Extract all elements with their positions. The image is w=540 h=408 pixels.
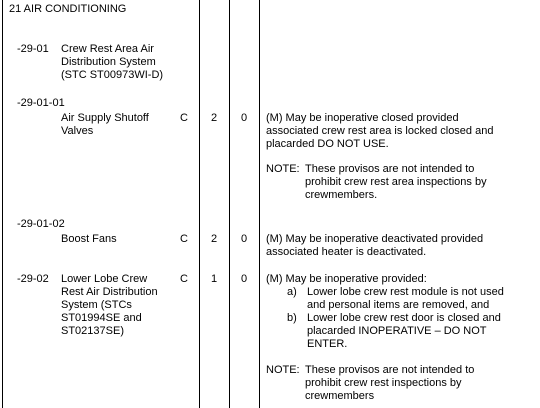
note-line: These provisos are not intended to: [305, 163, 475, 175]
item-number: -29-01-01: [17, 97, 65, 109]
proviso-line: and personal items are removed, and: [307, 299, 490, 311]
item-category: C: [180, 273, 188, 285]
item-number: -29-01-02: [17, 218, 65, 230]
item-name-line: System (STCs: [61, 299, 132, 311]
item-name-line: Distribution System: [61, 56, 156, 68]
item-category: C: [180, 112, 188, 124]
remark-line: associated crew rest area is locked closed and: [266, 125, 494, 137]
remark-line: placarded DO NOT USE.: [266, 138, 389, 150]
column-rule-category: [199, 0, 200, 408]
item-name-line: Rest Air Distribution: [61, 286, 158, 298]
remark-line: (M) May be inoperative deactivated provided: [266, 233, 484, 245]
column-rule-left: [2, 0, 3, 408]
item-number: -29-01: [17, 43, 49, 55]
chapter-header: 21 AIR CONDITIONING: [9, 3, 127, 15]
item-installed-count: 2: [211, 233, 218, 245]
note-line: crewmembers.: [305, 189, 378, 201]
proviso-label: b): [287, 312, 297, 324]
note-line: prohibit crew rest inspections by: [305, 377, 462, 389]
column-rule-required: [259, 0, 260, 408]
proviso-label: a): [287, 286, 297, 298]
item-category: C: [180, 233, 188, 245]
note-label: NOTE:: [266, 163, 300, 175]
proviso-line: Lower lobe crew rest door is closed and: [307, 312, 501, 324]
item-installed-count: 2: [211, 112, 218, 124]
item-name-line: Lower Lobe Crew: [61, 273, 148, 285]
remark-intro: (M) May be inoperative provided:: [266, 273, 427, 285]
item-required-count: 0: [241, 112, 248, 124]
item-required-count: 0: [241, 233, 248, 245]
note-label: NOTE:: [266, 364, 300, 376]
note-line: These provisos are not intended to: [305, 364, 475, 376]
proviso-line: Lower lobe crew rest module is not used: [307, 286, 504, 298]
proviso-line: placarded INOPERATIVE – DO NOT: [307, 325, 487, 337]
item-name-line: ST01994SE and: [61, 312, 142, 324]
remark-line: (M) May be inoperative closed provided: [266, 112, 459, 124]
remark-line: associated heater is deactivated.: [266, 246, 427, 258]
note-line: crewmembers: [305, 390, 375, 402]
proviso-line: ENTER.: [307, 338, 348, 350]
column-rule-installed: [229, 0, 230, 408]
item-number: -29-02: [17, 273, 49, 285]
item-required-count: 0: [241, 273, 248, 285]
item-name-line: (STC ST00973WI-D): [61, 69, 164, 81]
item-name-line: Air Supply Shutoff: [61, 112, 149, 124]
item-name-line: Crew Rest Area Air: [61, 43, 154, 55]
item-name-line: Valves: [61, 125, 94, 137]
item-name-line: ST02137SE): [61, 325, 124, 337]
item-installed-count: 1: [211, 273, 218, 285]
note-line: prohibit crew rest area inspections by: [305, 176, 487, 188]
item-name-line: Boost Fans: [61, 233, 117, 245]
